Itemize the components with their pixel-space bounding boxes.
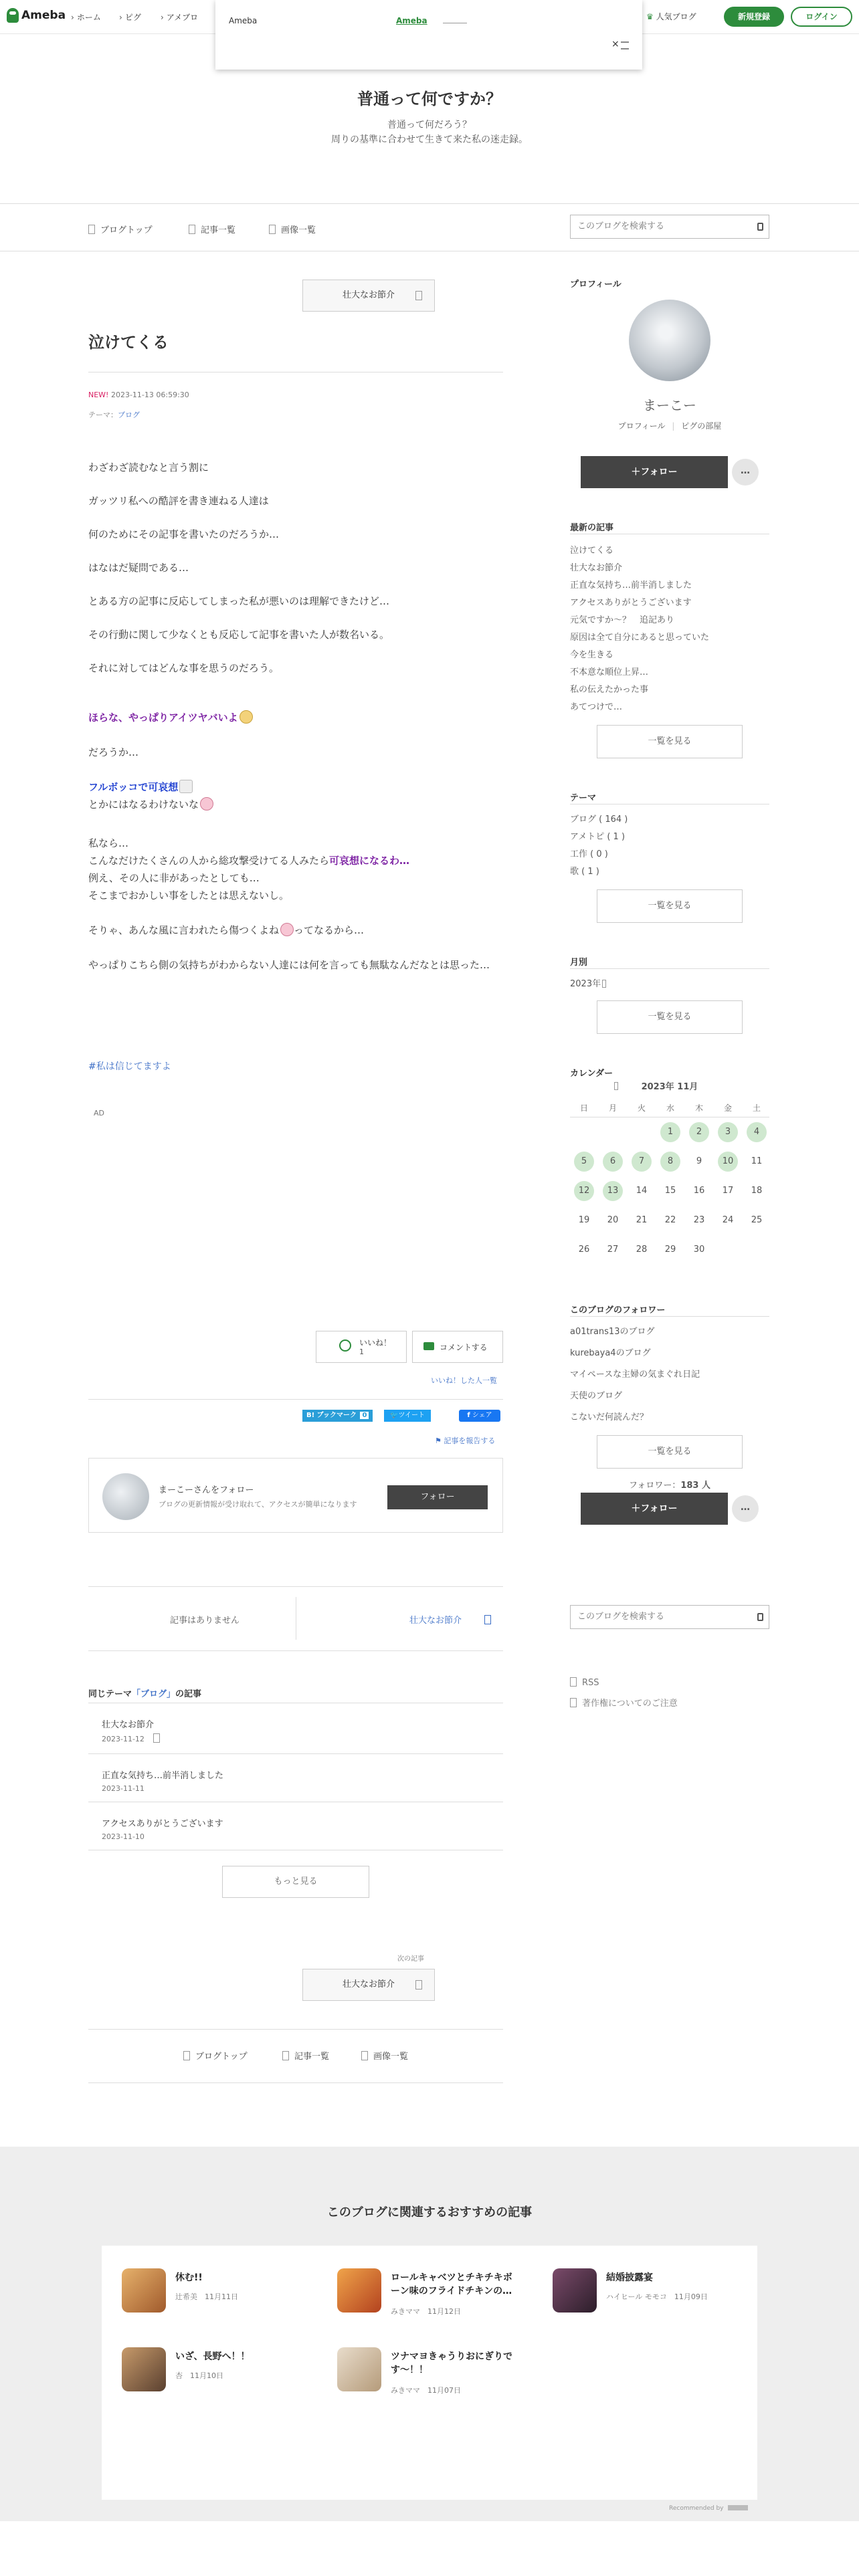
ad-label: AD [94, 1109, 104, 1117]
profile-link[interactable]: プロフィール [617, 421, 666, 431]
rss-icon [570, 1677, 577, 1687]
comment-icon [423, 1342, 434, 1350]
profile-links: プロフィール | ピグの部屋 [617, 421, 722, 431]
latest-entry-link[interactable]: 壮大なお節介 [570, 563, 623, 573]
paragraph: 私なら… [88, 837, 129, 849]
search-icon[interactable] [757, 1613, 763, 1621]
highlight-line-1: ほらな、やっぱりアイツヤバいよ [88, 709, 503, 726]
calendar-day: 22 [664, 1215, 676, 1225]
blog-title[interactable]: 普通って何ですか？ [357, 90, 502, 108]
latest-entry-link[interactable]: 泣けてくる [570, 546, 614, 556]
pager-next-link[interactable]: 壮大なお節介 [409, 1613, 496, 1626]
item-divider [88, 1753, 503, 1754]
follow-card-desc: ブログの更新情報が受け取れて、アクセスが簡単になります [159, 1500, 357, 1509]
calendar-day: 15 [664, 1186, 676, 1196]
latest-entry-link[interactable]: 今を生きる [570, 650, 614, 660]
related-heading: このブログに関連するおすすめの記事 [326, 2206, 533, 2220]
image-icon [269, 225, 276, 234]
home-icon [183, 2051, 190, 2060]
follow-button[interactable]: フォロー [387, 1485, 488, 1509]
profile-avatar[interactable] [629, 300, 710, 381]
share-divider [88, 1399, 503, 1400]
follower-link[interactable]: a01trans13のブログ [570, 1327, 655, 1337]
hatena-bookmark-button[interactable]: B! ブックマーク 0 [302, 1410, 373, 1422]
calendar-day: 21 [636, 1215, 648, 1225]
paragraph: はなはだ疑問である… [88, 562, 189, 574]
article-meta [88, 391, 189, 399]
calendar-dow: 月 [608, 1103, 617, 1113]
paragraph: とかにはなるわけないな [88, 796, 503, 813]
like-count: 1 [359, 1348, 364, 1356]
theme-heading: テーマ [570, 793, 597, 803]
calendar-day[interactable]: 6 [603, 1152, 623, 1172]
latest-entry-link[interactable]: 原因は全て自分にあると思っていた [570, 633, 710, 643]
search-icon[interactable] [757, 223, 763, 231]
follower-count: フォロワー：183 人 [628, 1481, 711, 1491]
profile-heading: プロフィール [570, 280, 622, 290]
calendar-dow: 土 [752, 1103, 761, 1113]
paragraph: その行動に関して少なくとも反応して記事を書いた人が数名いる。 [88, 629, 390, 641]
popup-menu-icon[interactable] [621, 41, 629, 49]
footer-nav-entries[interactable]: 記事一覧 [282, 2049, 329, 2062]
monthly-line [570, 968, 769, 969]
same-theme-heading: 同じテーマ「ブログ」の記事 [88, 1689, 202, 1699]
popup-close-icon[interactable]: × [611, 39, 619, 49]
list-icon [282, 2051, 289, 2060]
tweet-button[interactable]: 🐦ツイート [384, 1410, 431, 1422]
calendar-day: 17 [722, 1186, 734, 1196]
paragraph: やっぱりこちら側の気持ちがわからない人達には何を言っても無駄なんだなとは思った… [88, 959, 490, 971]
calendar-day: 29 [664, 1245, 676, 1255]
sidebar-follow-button-2[interactable]: ＋フォロー [581, 1493, 728, 1525]
theme-link[interactable]: ブログ ( 164 ) [570, 815, 628, 825]
popup-brand: Ameba [229, 16, 258, 25]
same-theme-item[interactable]: 壮大なお節介 [102, 1720, 155, 1730]
list-icon [189, 225, 195, 234]
paragraph: ガッツリ私への酷評を書き連ねる人達は [88, 495, 269, 507]
calendar-day[interactable]: 10 [718, 1152, 738, 1172]
sidebar-search-input[interactable] [576, 1611, 746, 1622]
calendar-day: 30 [693, 1245, 705, 1255]
footer-nav-images[interactable]: 画像一覧 [361, 2049, 408, 2062]
next-entry-button[interactable]: 壮大なお節介 [302, 1969, 435, 2001]
follow-card [88, 1458, 503, 1533]
theme-link[interactable]: ブログ [118, 411, 140, 419]
same-theme-item[interactable]: アクセスありがとうございます [102, 1819, 223, 1829]
paragraph: わざわざ読むなと言う割に [88, 461, 209, 473]
flag-icon: ⚑ [435, 1436, 442, 1445]
chevron-right-icon [415, 1980, 422, 1990]
monthly-link[interactable]: 2023年 [570, 976, 611, 989]
calendar-day: 18 [751, 1186, 763, 1196]
related-item[interactable]: いざ、長野へ！！ 杏 11月10日 [122, 2347, 302, 2401]
follow-card-title: まーこーさんをフォロー [159, 1485, 254, 1495]
image-placeholder-icon [179, 780, 193, 793]
related-thumbnail [122, 2347, 166, 2391]
no-prev-entries: 記事はありません [170, 1616, 240, 1626]
follower-link[interactable]: こないだ何読んだ？ [570, 1412, 649, 1422]
ameba-logo-icon [7, 8, 19, 23]
calendar-day: 24 [722, 1215, 734, 1225]
calendar-day[interactable]: 4 [747, 1122, 767, 1142]
ameba-logo[interactable]: Ameba [7, 8, 66, 23]
paragraph: とある方の記事に反応してしまった私が悪いのは理解できたけど… [88, 595, 390, 607]
gnav-home[interactable]: › ホーム [71, 11, 101, 23]
latest-entry-link[interactable]: 私の伝えたかった事 [570, 685, 649, 695]
paragraph: そこまでおかしい事をしたとは思えないし。 [88, 889, 290, 901]
image-icon [153, 1733, 160, 1743]
profile-name[interactable]: まーこー [643, 397, 696, 413]
blog-description-line-1: 普通って何だろう？ [387, 120, 472, 130]
copyright-link[interactable]: 著作権についてのご注意 [570, 1696, 678, 1709]
nav-blog-top[interactable]: ブログトップ [88, 223, 153, 235]
latest-heading: 最新の記事 [570, 523, 614, 533]
popular-blog-link[interactable]: ♛ 人気ブログ [646, 12, 696, 21]
calendar-day[interactable]: 2 [689, 1122, 709, 1142]
latest-entry-link[interactable]: 不本意な順位上昇… [570, 667, 649, 677]
recommender-logo-icon [728, 2505, 748, 2510]
calendar-day[interactable]: 7 [632, 1152, 652, 1172]
face-emoji-icon [280, 923, 294, 936]
same-theme-item[interactable]: 正直な気持ち…前半消しました [102, 1771, 224, 1781]
same-theme-date: 2023-11-10 [102, 1832, 145, 1841]
related-thumbnail [122, 2268, 166, 2313]
more-options-button-2[interactable]: … [732, 1495, 759, 1522]
next-entry-label: 次の記事 [397, 1955, 424, 1963]
footer-nav-line [88, 2082, 503, 2083]
related-thumbnail [337, 2347, 381, 2391]
calendar-day: 20 [607, 1215, 619, 1225]
calendar-day: 23 [693, 1215, 705, 1225]
blog-search [570, 215, 769, 239]
calendar-day[interactable]: 12 [574, 1181, 594, 1201]
same-theme-more-button[interactable]: もっと見る [222, 1866, 369, 1898]
more-options-button[interactable]: … [732, 459, 759, 486]
signup-button[interactable]: 新規登録 [724, 7, 784, 27]
blog-search-input[interactable] [576, 221, 746, 232]
popup-link[interactable]: Ameba [396, 16, 427, 25]
paragraph: それに対してはどんな事を思うのだろう。 [88, 662, 280, 674]
gnav-ameblo[interactable]: › アメブロ [161, 11, 198, 23]
calendar-month: 2023年 11月 [641, 1082, 698, 1092]
calendar-heading: カレンダー [570, 1069, 613, 1079]
pager-bottom-line [88, 1650, 503, 1651]
latest-entry-link[interactable]: 元気ですか～？ 追記あり [570, 615, 675, 625]
paragraph: そりゃ、あんな風に言われたら傷つくよね ってなるから… [88, 924, 365, 936]
calendar-day: 9 [696, 1156, 702, 1166]
calendar-dow: 金 [723, 1103, 732, 1113]
comment-button[interactable]: コメントする [412, 1331, 503, 1363]
follower-link[interactable]: 天使のブログ [570, 1391, 623, 1401]
highlight-line-2: フルボッコで可哀想 [88, 778, 503, 796]
pager-top-line [88, 1586, 503, 1587]
chevron-right-icon [415, 291, 422, 300]
smile-icon [339, 1339, 351, 1352]
sidebar-follow-button[interactable]: ＋フォロー [581, 456, 728, 488]
related-item[interactable]: ロールキャベツとチキチキボーン味のフライドチキンの… みきママ 11月12日 [337, 2268, 518, 2322]
footer-nav-line [88, 2029, 503, 2030]
related-thumbnail [337, 2268, 381, 2313]
paragraph: こんなだけたくさんの人から総攻撃受けてる人みたら可哀想になるわ… [88, 855, 410, 867]
calendar-day: 26 [578, 1245, 590, 1255]
followers-line [570, 1316, 769, 1317]
calendar-dow: 火 [637, 1103, 646, 1113]
calendar-day[interactable]: 8 [660, 1152, 680, 1172]
article-theme: テーマ：ブログ [88, 411, 140, 419]
article-datetime: 2023-11-13 06:59:30 [110, 391, 189, 399]
facebook-icon: f [467, 1412, 470, 1419]
follower-link[interactable]: マイペースな主婦の気まぐれ日記 [570, 1370, 700, 1380]
calendar-day: 19 [578, 1215, 590, 1225]
calendar-day[interactable]: 13 [603, 1181, 623, 1201]
twitter-icon: 🐦 [390, 1412, 399, 1419]
theme-link[interactable]: 歌 ( 1 ) [570, 867, 599, 877]
login-button[interactable]: ログイン [791, 7, 852, 27]
like-button[interactable]: いいね！ 1 [316, 1331, 407, 1363]
article-title[interactable]: 泣けてくる [88, 333, 169, 352]
footer-nav-top[interactable]: ブログトップ [183, 2049, 248, 2062]
related-item[interactable]: ツナマヨきゃうりおにぎりです～！！ みきママ 11月07日 [337, 2347, 518, 2401]
calendar-dow: 日 [579, 1103, 588, 1113]
followers-view-list-button[interactable]: 一覧を見る [597, 1435, 743, 1469]
calendar-day[interactable]: 5 [574, 1152, 594, 1172]
paragraph: 例え、その人に非があったとしても… [88, 872, 260, 884]
home-icon [88, 225, 95, 234]
grimace-emoji-icon [240, 710, 253, 724]
calendar-day: 14 [636, 1186, 648, 1196]
calendar-day: 27 [607, 1245, 619, 1255]
report-link[interactable]: ⚑ 記事を報告する [435, 1436, 496, 1445]
info-icon [570, 1698, 577, 1707]
latest-entry-link[interactable]: あてつけで… [570, 702, 623, 712]
facebook-share-button[interactable]: f シェア [459, 1410, 500, 1422]
chevron-right-icon [602, 980, 606, 988]
paragraph: だろうか… [88, 746, 139, 758]
nav-image-list[interactable]: 画像一覧 [269, 223, 316, 235]
gnav-pigg[interactable]: › ピグ [119, 11, 141, 23]
latest-entry-link[interactable]: アクセスありがとうございます [570, 598, 692, 608]
blog-nav [0, 203, 859, 251]
calendar-day: 25 [751, 1215, 763, 1225]
paragraph: 何のためにその記事を書いたのだろうか… [88, 528, 280, 540]
calendar-day: 11 [751, 1156, 763, 1166]
calendar-day[interactable]: 3 [718, 1122, 738, 1142]
theme-link[interactable]: アメトピ ( 1 ) [570, 832, 626, 842]
related-item[interactable]: 結婚披露宴 ハイヒール モモコ 11月09日 [553, 2268, 733, 2322]
calendar-day: 28 [636, 1245, 648, 1255]
calendar-dow: 水 [666, 1103, 674, 1113]
calendar-day[interactable]: 1 [660, 1122, 680, 1142]
face-emoji-icon [200, 797, 213, 811]
monthly-heading: 月別 [570, 958, 588, 968]
monthly-view-list-button[interactable]: 一覧を見る [597, 1000, 743, 1034]
calendar-day: 16 [693, 1186, 705, 1196]
latest-view-list-button[interactable]: 一覧を見る [597, 725, 743, 758]
chevron-right-icon [484, 1615, 491, 1624]
liked-users-link[interactable]: いいね！した人一覧 [431, 1376, 497, 1385]
prev-entry-button[interactable]: 壮大なお節介 [302, 280, 435, 312]
nav-entry-list[interactable]: 記事一覧 [189, 223, 235, 235]
hashtag-link[interactable]: #私は信じてますよ [88, 1061, 171, 1072]
pigg-room-link[interactable]: ピグの部屋 [681, 421, 722, 431]
related-item[interactable]: 休む!! 辻希美 11月11日 [122, 2268, 302, 2322]
related-thumbnail [553, 2268, 597, 2313]
same-theme-date: 2023-11-12 [102, 1733, 165, 1743]
follower-link[interactable]: kurebaya4のブログ [570, 1348, 651, 1358]
recommended-by: Recommended by [669, 2505, 748, 2512]
image-icon [361, 2051, 368, 2060]
blog-description-line-2: 周りの基準に合わせて生きて来た私の迷走録。 [331, 134, 528, 145]
crown-icon: ♛ [646, 12, 654, 21]
avatar [102, 1473, 149, 1520]
new-badge: NEW! [88, 391, 109, 399]
same-theme-date: 2023-11-11 [102, 1784, 145, 1793]
calendar-dow: 木 [694, 1103, 703, 1113]
latest-entry-link[interactable]: 正直な気持ち…前半消しました [570, 580, 692, 591]
sidebar-search [570, 1605, 769, 1629]
followers-heading: このブログのフォロワー [570, 1305, 666, 1315]
theme-view-list-button[interactable]: 一覧を見る [597, 889, 743, 923]
notification-popup [215, 0, 642, 70]
rss-link[interactable]: RSS [570, 1677, 599, 1688]
theme-link[interactable]: 工作 ( 0 ) [570, 849, 608, 859]
